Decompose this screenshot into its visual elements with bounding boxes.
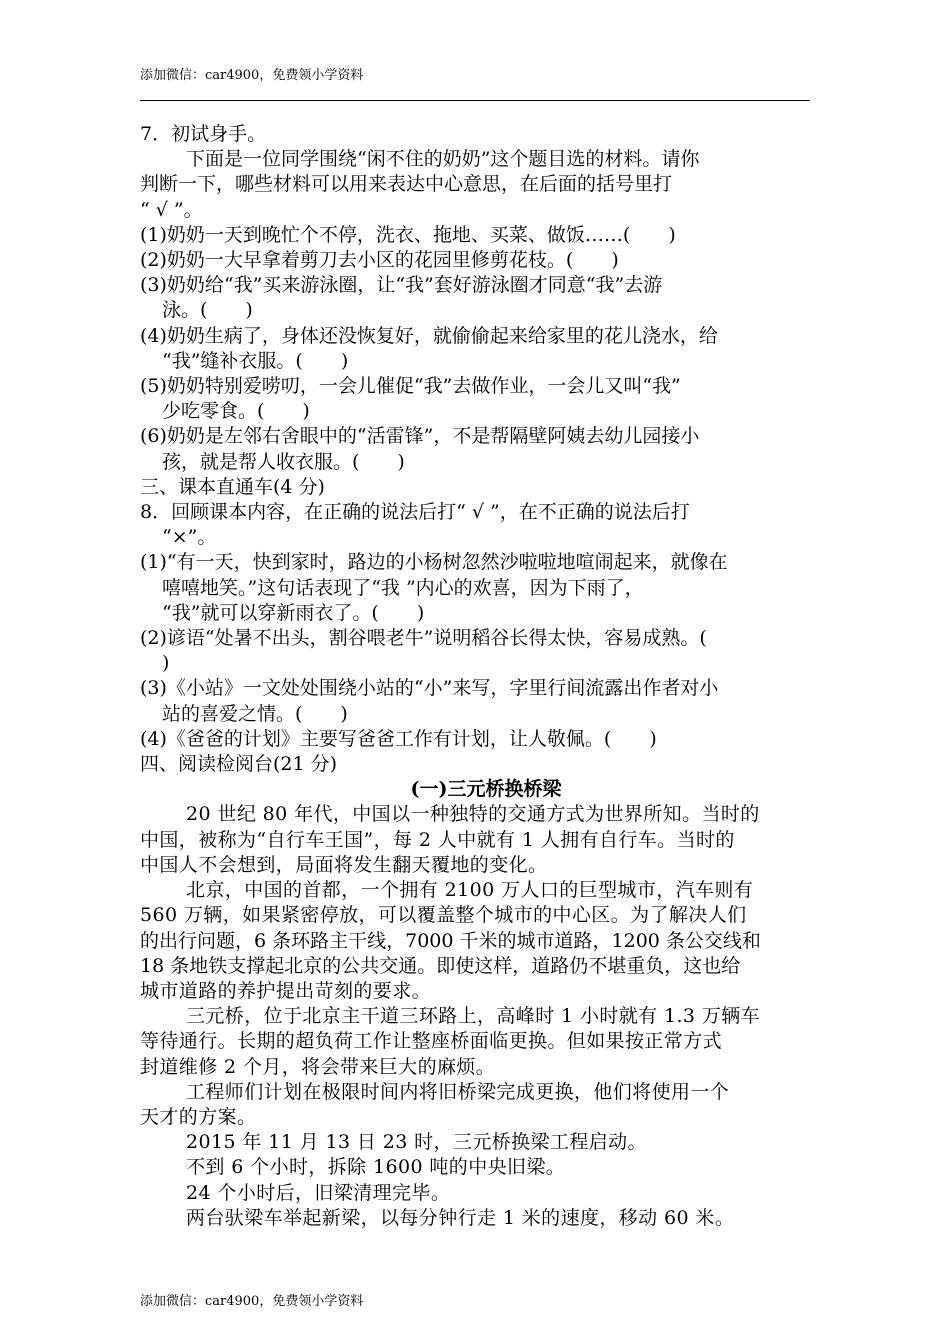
passage-line: 城市道路的养护提出苛刻的要求。 xyxy=(140,979,432,1002)
page-content xyxy=(140,122,812,1231)
q8-item-2-cont: ) xyxy=(162,652,170,675)
q8-item-1-cont: “我”就可以穿新雨衣了。( ) xyxy=(162,601,425,624)
passage-line: 三元桥，位于北京主干道三环路上，高峰时 1 小时就有 1.3 万辆车 xyxy=(186,1005,761,1028)
q8-item-3: (3)《小站》一文处处围绕小站的“小”来写，字里行间流露出作者对小 xyxy=(140,677,719,700)
q7-item-5-cont: 少吃零食。( ) xyxy=(162,400,310,423)
q7-title: 7．初试身手。 xyxy=(140,123,267,145)
q8-item-4: (4)《爸爸的计划》主要写爸爸工作有计划，让人敬佩。( ) xyxy=(140,727,657,750)
q8-item-1-cont: 嘻嘻地笑。”这句话表现了“我 ”内心的欢喜，因为下雨了， xyxy=(162,576,644,599)
passage-line: 封道维修 2 个月，将会带来巨大的麻烦。 xyxy=(140,1055,496,1078)
q8-item-1: (1)“有一天，快到家时，路边的小杨树忽然沙啦啦地喧闹起来，就像在 xyxy=(140,551,728,574)
q7-intro-line: “ √ ”。 xyxy=(140,198,203,221)
passage-line: 2015 年 11 月 13 日 23 时，三元桥换梁工程启动。 xyxy=(186,1131,647,1154)
q8-title-cont: “×”。 xyxy=(162,526,217,549)
page-footer: 添加微信：car4900，免费领小学资料 xyxy=(140,1294,364,1309)
passage-line: 两台驮梁车举起新梁，以每分钟行走 1 米的速度，移动 60 米。 xyxy=(186,1206,735,1229)
q8-title: 8．回顾课本内容，在正确的说法后打“ √ ”，在不正确的说法后打 xyxy=(140,501,690,524)
section3-title: 三、课本直通车(4 分) xyxy=(140,475,325,498)
page-header: 添加微信：car4900，免费领小学资料 xyxy=(140,68,364,83)
q7-item-6-cont: 孩，就是帮人收衣服。( ) xyxy=(162,450,405,473)
passage-line: 的出行问题，6 条环路主干线，7000 千米的城市道路，1200 条公交线和 xyxy=(140,929,761,952)
q7-item-3: (3)奶奶给“我”买来游泳圈，让“我”套好游泳圈才同意“我”去游 xyxy=(140,274,663,297)
passage-line: 北京，中国的首都，一个拥有 2100 万人口的巨型城市，汽车则有 xyxy=(186,879,754,902)
passage-line: 不到 6 个小时，拆除 1600 吨的中央旧梁。 xyxy=(186,1156,566,1179)
q7-intro-line: 下面是一位同学围绕“闲不住的奶奶”这个题目选的材料。请你 xyxy=(186,148,700,171)
q8-item-3-cont: 站的喜爱之情。( ) xyxy=(162,702,348,725)
q7-item-2: (2)奶奶一大早拿着剪刀去小区的花园里修剪花枝。( ) xyxy=(140,249,619,272)
passage-line: 560 万辆，如果紧密停放，可以覆盖整个城市的中心区。为了解决人们 xyxy=(140,904,747,927)
passage-line: 工程师们计划在极限时间内将旧桥梁完成更换，他们将使用一个 xyxy=(186,1080,730,1103)
q7-intro-line: 判断一下，哪些材料可以用来表达中心意思，在后面的括号里打 xyxy=(140,173,673,196)
q7-item-6: (6)奶奶是左邻右舍眼中的“活雷锋”，不是帮隔壁阿姨去幼儿园接小 xyxy=(140,425,700,448)
q7-item-5: (5)奶奶特别爱唠叨，一会儿催促“我”去做作业，一会儿又叫“我” xyxy=(140,375,681,398)
section4-title: 四、阅读检阅台(21 分) xyxy=(140,753,338,776)
q7-item-4: (4)奶奶生病了，身体还没恢复好，就偷偷起来给家里的花儿浇水，给 xyxy=(140,324,718,347)
q7-item-4-cont: “我”缝补衣服。( ) xyxy=(162,349,349,372)
passage-line: 24 个小时后，旧梁清理完毕。 xyxy=(186,1181,451,1204)
passage-line: 等待通行。长期的超负荷工作让整座桥面临更换。但如果按正常方式 xyxy=(140,1030,723,1053)
q7-item-1: (1)奶奶一天到晚忙个不停，洗衣、拖地、买菜、做饭……( ) xyxy=(140,223,676,246)
passage-line: 20 世纪 80 年代，中国以一种独特的交通方式为世界所知。当时的 xyxy=(186,803,760,826)
passage-line: 中国人不会想到，局面将发生翻天覆地的变化。 xyxy=(140,853,548,876)
q7-item-3-cont: 泳。( ) xyxy=(162,299,253,322)
passage-title: (一)三元桥换桥梁 xyxy=(410,778,562,801)
header-divider xyxy=(140,100,810,101)
q8-item-2: (2)谚语“处暑不出头，割谷喂老牛”说明稻谷长得太快，容易成熟。( xyxy=(140,627,707,650)
passage-line: 18 条地铁支撑起北京的公共交通。即使这样，道路仍不堪重负，这也给 xyxy=(140,954,741,977)
passage-line: 天才的方案。 xyxy=(140,1105,257,1128)
passage-line: 中国，被称为“自行车王国”，每 2 人中就有 1 人拥有自行车。当时的 xyxy=(140,828,735,851)
